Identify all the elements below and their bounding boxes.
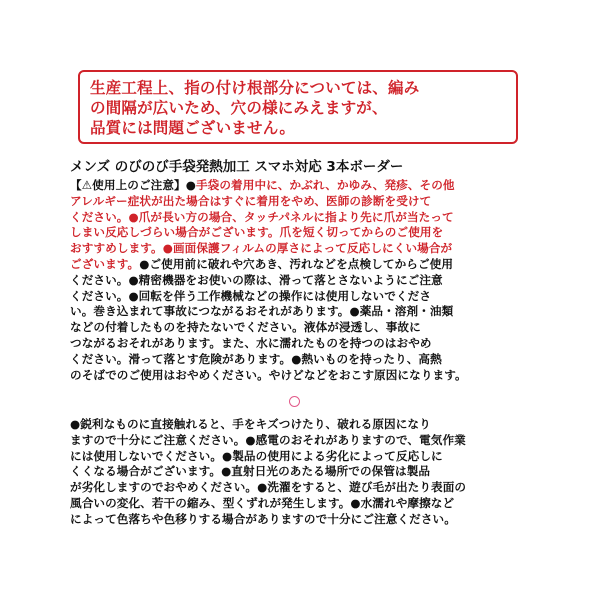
- product-title: メンズ のびのび手袋発熱加工 スマホ対応 3本ボーダー: [70, 159, 404, 175]
- usage-precautions: [70, 178, 540, 383]
- text-line: ください。●回転を伴う工作機械などの操作には使用しないでくださ: [70, 288, 432, 303]
- precautions-heading: 【⚠使用上のご注意】●: [70, 178, 196, 192]
- text-line: い。巻き込まれて事故につながるおそれがあります。●薬品・溶剤・油類: [70, 304, 454, 319]
- additional-precautions: [70, 417, 540, 528]
- warning-text: ございます。: [70, 256, 140, 271]
- warning-line: アレルギー症状が出た場合はすぐに着用をやめ、医師の診断を受けて: [70, 193, 432, 208]
- text-line: が劣化しますのでおやめください。●洗濯をすると、遊び毛が出たり表面の: [70, 480, 467, 495]
- notice-line: 品質には問題ございません。: [90, 119, 296, 137]
- text-line: ください。●精密機器をお使いの際は、滑って落とさないようにご注意: [70, 272, 443, 287]
- text-line: ください。滑って落とす危険があります。●熱いものを持ったり、高熱: [70, 351, 442, 366]
- warning-line: しまい反応しづらい場合がございます。爪を短く切ってからのご使用を: [70, 225, 444, 240]
- warning-text: 爪が長い方の場合、タッチパネルに指より先に爪が当たって: [138, 209, 454, 224]
- text: ●ご使用前に破れや穴あき、汚れなどを点検してからご使用: [139, 256, 454, 271]
- text-line: 風合いの変化、若干の縮み、型くずれが発生します。●水濡れや摩擦など: [70, 495, 455, 510]
- text-line: くくなる場合がございます。●直射日光のあたる場所での保管は製品: [70, 464, 431, 479]
- text-line: つながるおそれがあります。また、水に濡れたものを持つのはおやめ: [70, 335, 432, 350]
- warning-line: おすすめします。●画面保護フィルムの厚さによって反応しにくい場合が: [70, 241, 453, 256]
- circle-mark-icon: [289, 396, 300, 407]
- warning-text: ください。●: [70, 209, 139, 224]
- notice-line: 生産工程上、指の付け根部分については、編み: [90, 79, 420, 97]
- text-line: ますので十分にご注意ください。●感電のおそれがありますので、電気作業: [70, 432, 466, 447]
- text-line: [70, 178, 540, 194]
- warning-text: 手袋の着用中に、かぶれ、かゆみ、発疹、その他: [195, 178, 455, 192]
- text-line: のそばでのご使用はおやめください。やけどなどをおこす原因になります。: [70, 367, 467, 382]
- text-line: ●鋭利なものに直接触れると、手をキズつけたり、破れる原因になり: [70, 417, 431, 431]
- notice-line: の間隔が広いため、穴の様にみえますが、: [90, 99, 388, 117]
- text-line: などの付着したものを持たないでください。液体が浸透し、事故に: [70, 320, 421, 335]
- warning-line: [70, 210, 540, 226]
- text-line: [70, 257, 540, 273]
- text-line: には使用しないでください。●製品の使用による劣化によって反応しに: [70, 448, 443, 463]
- text-line: によって色落ちや色移りする場合がありますので十分にご注意ください。: [70, 511, 456, 526]
- quality-notice-box: [78, 70, 518, 144]
